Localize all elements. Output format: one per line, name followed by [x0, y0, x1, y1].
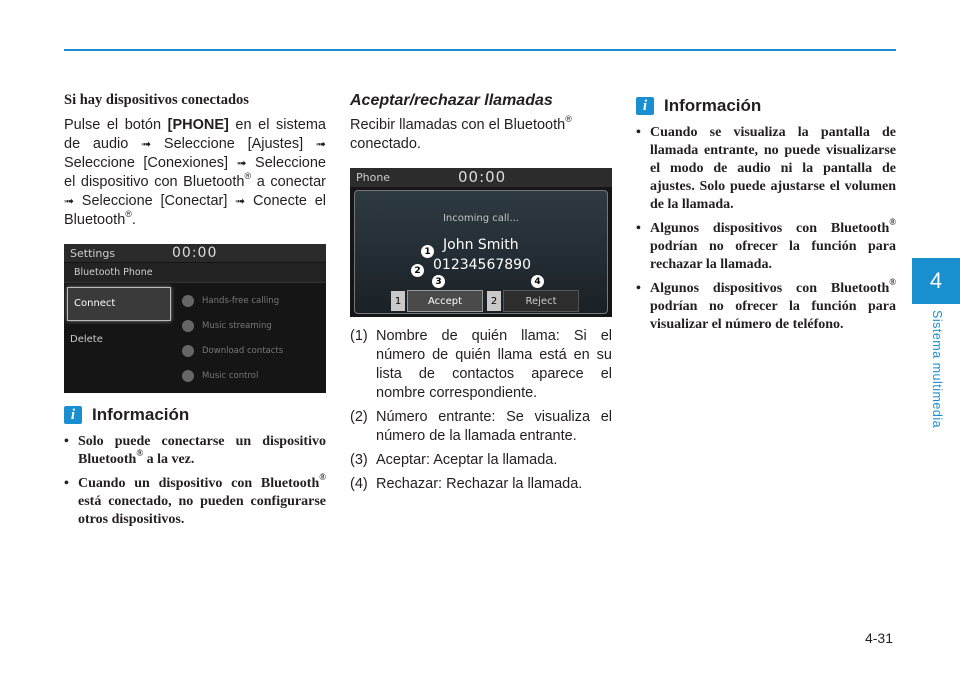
intro-text [350, 116, 612, 154]
item-text: Aceptar: Aceptar la llamada. [376, 452, 558, 468]
music-icon [182, 320, 194, 332]
arrow-icon: ➟ [235, 194, 246, 208]
callout-badge: 3 [432, 275, 445, 288]
item-number: (2) [350, 409, 368, 425]
incoming-call-label: Incoming call... [442, 213, 519, 224]
reject-key: 2 [487, 291, 501, 311]
text: Seleccione [Ajustes] [151, 136, 316, 152]
column-1 [64, 92, 326, 535]
text: está conectado, no pueden configurarse otros dispositivos. [78, 494, 326, 527]
section-heading: Aceptar/rechazar llamadas [350, 92, 553, 109]
section-heading: Si hay dispositivos conectados [64, 92, 249, 108]
list-item [182, 363, 322, 388]
phone-key-label: [PHONE] [167, 117, 229, 133]
screen-title: Settings [70, 247, 116, 260]
chapter-number: 4 [929, 268, 943, 293]
text: a la vez. [143, 452, 195, 467]
info-icon: i [636, 97, 654, 115]
list-item-label: Music control [202, 370, 259, 381]
list-item-label: Music streaming [202, 320, 272, 331]
list-item [350, 475, 612, 494]
arrow-icon: ➟ [236, 156, 247, 170]
info-title: Información [664, 96, 762, 115]
text: Solo puede conectarse un dispositivo Bluetooth [78, 434, 326, 467]
column-3 [636, 92, 896, 340]
accept-button: Accept [407, 290, 483, 312]
text: . [131, 212, 136, 228]
registered-mark: ® [889, 217, 896, 228]
text: Seleccione [Conexiones] [64, 155, 237, 171]
item-text: Nombre de quién llama: Si el número de quién llama está en su lista de contactos aparece el nombre correspondiente. [376, 328, 612, 401]
list-item [350, 408, 612, 446]
text: Algunos dispositivos con Bluetooth [650, 281, 890, 296]
connect-button: Connect [67, 287, 171, 321]
connect-instructions [64, 116, 326, 230]
caller-name: John Smith [443, 237, 519, 253]
registered-mark: ® [889, 277, 896, 288]
screen-clock: 00:00 [458, 168, 507, 186]
text: Cuando un dispositivo con Bluetooth [78, 476, 320, 491]
text: a conectar [251, 174, 326, 190]
text: Conecte el Bluetooth [64, 193, 326, 228]
info-list [636, 124, 896, 334]
list-item [182, 313, 322, 338]
accept-key: 1 [391, 291, 405, 311]
arrow-icon: ➟ [64, 194, 75, 208]
chapter-title: Sistema multimedia [930, 310, 944, 429]
list-item [350, 451, 612, 470]
registered-mark: ® [125, 209, 132, 220]
info-heading [636, 96, 896, 116]
column-2 [350, 92, 612, 499]
arrow-icon: ➟ [315, 137, 326, 151]
callout-badge: 4 [531, 275, 544, 288]
contacts-icon [182, 345, 194, 357]
item-number: (1) [350, 328, 368, 344]
settings-screen-image [64, 244, 326, 393]
page-number: 4-31 [864, 630, 893, 646]
text: Recibir llamadas con el Bluetooth [350, 117, 566, 133]
delete-button: Delete [70, 334, 103, 345]
feature-list [182, 288, 322, 388]
list-item-label: Hands-free calling [202, 295, 280, 306]
text: en el sistema de audio [64, 117, 326, 152]
caller-number: 01234567890 [433, 257, 531, 273]
list-item-label: Download contacts [202, 345, 284, 356]
list-item [636, 277, 896, 334]
text: Seleccione el dispositivo con Bluetooth [64, 155, 326, 190]
text: Seleccione [Conectar] [74, 193, 236, 209]
list-item [182, 338, 322, 363]
text: Cuando se visualiza la pantalla de llamada entrante, no puede visualizarse el modo de audio ni la pantalla de ajustes. Solo puede ajustarse el volumen de la llamada. [650, 125, 896, 212]
screen-title: Phone [356, 171, 391, 184]
list-item [64, 433, 326, 469]
list-item [636, 217, 896, 274]
text: Algunos dispositivos con Bluetooth [650, 221, 890, 236]
list-item [350, 327, 612, 403]
reject-button: Reject [503, 290, 579, 312]
phone-icon [182, 295, 194, 307]
play-icon [182, 370, 194, 382]
list-item [636, 124, 896, 214]
subheader-label: Bluetooth Phone [74, 267, 153, 278]
arrow-icon: ➟ [141, 137, 152, 151]
item-text: Número entrante: Se visualiza el número de la llamada entrante. [376, 409, 612, 444]
registered-mark: ® [319, 472, 326, 483]
callout-list [350, 327, 612, 494]
item-text: Rechazar: Rechazar la llamada. [376, 476, 583, 492]
text: podrían no ofrecer la función para rechazar la llamada. [650, 239, 896, 272]
registered-mark: ® [565, 114, 572, 125]
incoming-call-screen-image [350, 168, 612, 317]
item-number: (3) [350, 452, 368, 468]
call-panel [354, 190, 608, 314]
info-heading [64, 405, 326, 425]
text: Pulse el botón [64, 117, 168, 133]
item-number: (4) [350, 476, 368, 492]
list-item [182, 288, 322, 313]
chapter-tab [912, 258, 960, 304]
list-item [64, 472, 326, 529]
registered-mark: ® [136, 448, 144, 459]
info-list [64, 433, 326, 529]
info-icon: i [64, 406, 82, 424]
callout-badge: 1 [421, 245, 434, 258]
text: conectado. [350, 136, 421, 152]
screen-clock: 00:00 [172, 245, 218, 261]
top-rule [64, 49, 896, 51]
callout-badge: 2 [411, 264, 424, 277]
registered-mark: ® [244, 171, 252, 182]
info-title: Información [92, 405, 190, 424]
text: podrían no ofrecer la función para visualizar el número de teléfono. [650, 299, 896, 332]
screen-subheader [64, 263, 326, 283]
